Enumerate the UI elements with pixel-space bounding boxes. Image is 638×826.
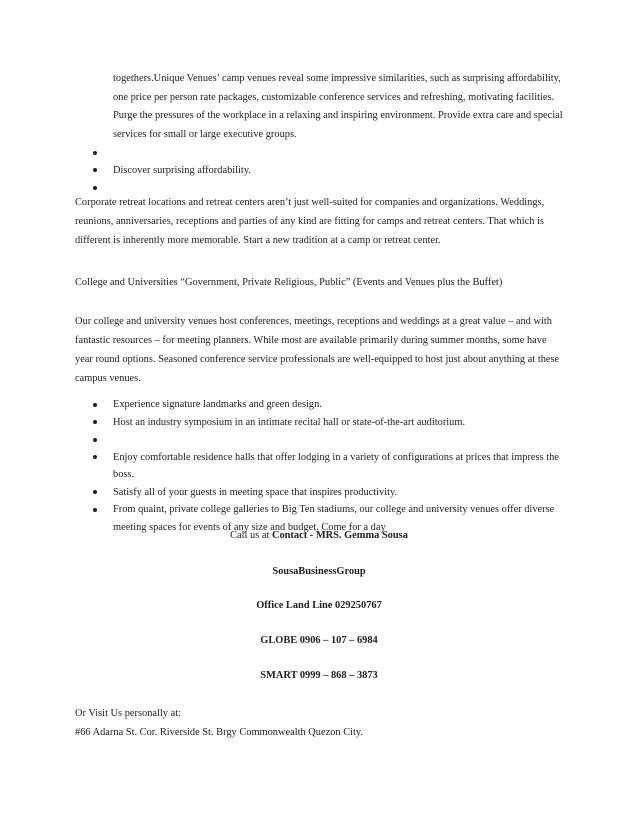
bullet-icon	[93, 420, 97, 424]
bullet-icon	[93, 438, 97, 442]
bullet-list-2	[0, 396, 638, 536]
bullet-icon	[93, 168, 97, 172]
bullet-icon	[93, 186, 97, 190]
list-item: Discover surprising affordability.	[0, 162, 563, 180]
bullet-icon	[93, 403, 97, 407]
bullet-icon	[93, 151, 97, 155]
college-heading: College and Universities “Government, Private Religious, Public” (Events and Venues plus the Buffet)	[75, 277, 503, 288]
globe-phone: GLOBE 0906 – 107 – 6984	[260, 635, 378, 646]
bullet-icon	[93, 455, 97, 459]
list-item	[0, 431, 563, 449]
call-line: Call us at Contact - MRS. Gemma Sousa	[230, 530, 408, 541]
list-item: Host an industry symposium in an intimate recital hall or state-of-the-art auditorium.	[0, 414, 563, 432]
company-name: SousaBusinessGroup	[272, 566, 366, 577]
contact-name: Contact - MRS. Gemma Sousa	[271, 530, 408, 541]
list-item: From quaint, private college galleries to Big Ten stadiums, our college and university venues offer diverse meeting spaces for events of any size and budget. Come for a day	[0, 501, 563, 536]
list-item: Satisfy all of your guests in meeting space that inspires productivity.	[0, 484, 563, 502]
list-item: Enjoy comfortable residence halls that offer lodging in a variety of configurations at prices that impress the boss.	[0, 449, 563, 484]
list-item	[0, 144, 563, 162]
intro-continuation: togethers.Unique Venues’ camp venues reveal some impressive similarities, such as surprising affordability, one price per person rate packages, customizable conference services and refreshing, motivating facilities. Purge the pressures of the workplace in a relaxing and inspiring environment. Provide extra care and special services for small or large executive groups.	[113, 73, 563, 140]
address: #66 Adarna St. Cor. Riverside St. Brgy Commonwealth Quezon City.	[75, 727, 364, 738]
corporate-paragraph: Corporate retreat locations and retreat centers aren’t just well-suited for companies and organizations. Weddings, reunions, anniversaries, receptions and parties of any kind are fitting for camps and retreat centers. That which is different is inherently more memorable. Start a new tradition at a camp or retreat center.	[75, 197, 545, 246]
smart-phone: SMART 0999 – 868 – 3873	[260, 670, 378, 681]
bullet-list-1	[0, 144, 638, 197]
college-paragraph: Our college and university venues host conferences, meetings, receptions and weddings at a great value – and with fantastic resources – for meeting planners. While most are available primarily during summer months, some have year round options. Seasoned conference service professionals are well-equipped to host just about anything at these campus venues.	[75, 316, 560, 384]
bullet-icon	[93, 508, 97, 512]
list-item: Experience signature landmarks and green design.	[0, 396, 563, 414]
visit-label: Or Visit Us personally at:	[75, 708, 181, 719]
bullet-icon	[93, 490, 97, 494]
office-phone: Office Land Line 029250767	[256, 600, 382, 611]
